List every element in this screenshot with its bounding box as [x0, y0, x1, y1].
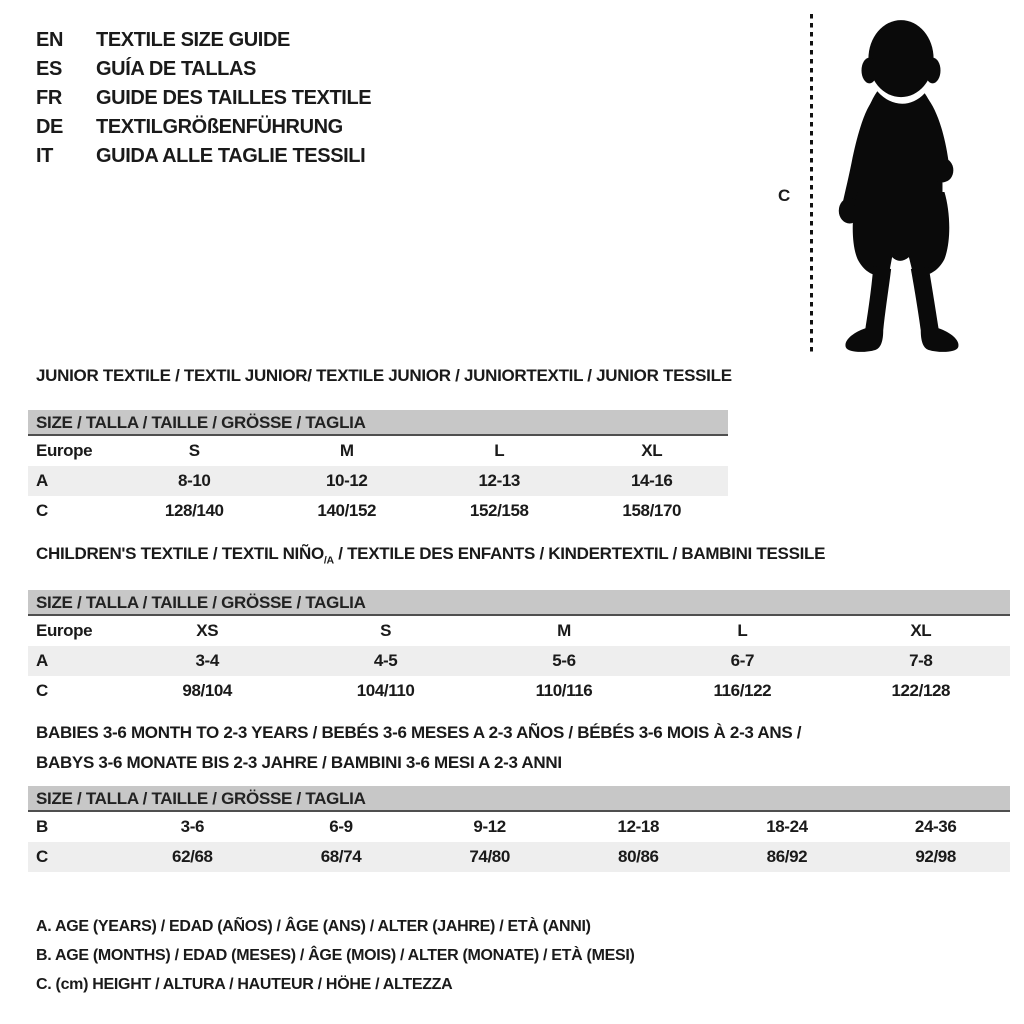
table-cell: XS — [196, 621, 219, 640]
table-cell: 116/122 — [713, 681, 772, 700]
language-code: FR — [36, 87, 62, 109]
babies-size-table — [28, 786, 1010, 872]
table-cell: 3-4 — [118, 646, 296, 676]
table-cell: 80/86 — [564, 842, 713, 872]
heading-text: CHILDREN'S TEXTILE / TEXTIL NIÑO — [36, 544, 324, 563]
language-row — [36, 84, 371, 113]
table-cell: M — [557, 621, 571, 640]
table-cell: 74/80 — [415, 842, 564, 872]
size-header-bar: SIZE / TALLA / TAILLE / GRÖSSE / TAGLIA — [28, 410, 728, 436]
table-cell: 10-12 — [271, 466, 424, 496]
table-cell: XL — [910, 621, 932, 640]
table-row — [28, 466, 728, 496]
table-cell: 9-12 — [473, 817, 506, 836]
table-row — [28, 812, 1010, 842]
language-title-block — [36, 26, 371, 171]
language-row — [36, 142, 371, 171]
table-cell: 4-5 — [296, 646, 474, 676]
row-label: Europe — [36, 621, 93, 640]
section-heading-children — [36, 544, 825, 566]
table-cell: 12-18 — [617, 817, 660, 836]
table-cell: 98/104 — [182, 681, 232, 700]
junior-size-table — [28, 410, 728, 526]
row-label: C — [28, 842, 118, 872]
note-line-a: A. AGE (YEARS) / EDAD (AÑOS) / ÂGE (ANS) / ALTER (JAHRE) / ETÀ (ANNI) — [36, 918, 591, 935]
toddler-silhouette — [822, 12, 980, 362]
language-row — [36, 55, 371, 84]
table-row — [28, 436, 728, 466]
section-heading-babies — [36, 718, 801, 778]
legend-notes — [36, 912, 635, 999]
row-label: C — [36, 681, 48, 700]
table-cell: 110/116 — [535, 681, 593, 700]
table-cell: 3-6 — [180, 817, 205, 836]
table-cell: XL — [641, 441, 663, 460]
children-size-table — [28, 590, 1010, 706]
table-cell: 128/140 — [164, 501, 224, 520]
heading-subscript: /A — [323, 554, 334, 567]
table-cell: 62/68 — [118, 842, 267, 872]
table-row — [28, 616, 1010, 646]
table-cell: L — [494, 441, 505, 460]
language-code: DE — [36, 116, 63, 138]
size-guide-figure — [768, 8, 993, 368]
table-cell: 86/92 — [713, 842, 862, 872]
table-cell: 140/152 — [317, 501, 377, 520]
table-cell: 5-6 — [475, 646, 653, 676]
table-cell: 18-24 — [766, 817, 808, 836]
language-row — [36, 113, 371, 142]
table-row — [28, 842, 1010, 872]
note-line-c: C. (cm) HEIGHT / ALTURA / HAUTEUR / HÖHE / ALTEZZA — [36, 976, 453, 993]
table-cell: 152/158 — [469, 501, 529, 520]
height-dotted-line — [810, 14, 813, 356]
language-title: GUIDA ALLE TAGLIE TESSILI — [96, 145, 366, 167]
table-row — [28, 496, 728, 526]
table-cell: 158/170 — [622, 501, 682, 520]
heading-line-2: BABYS 3-6 MONATE BIS 2-3 JAHRE / BAMBINI 3-6 MESI A 2-3 ANNI — [36, 753, 562, 772]
section-heading-junior: JUNIOR TEXTILE / TEXTIL JUNIOR/ TEXTILE JUNIOR / JUNIORTEXTIL / JUNIOR TESSILE — [36, 366, 732, 385]
table-cell: 8-10 — [118, 466, 271, 496]
table-cell: S — [380, 621, 392, 640]
table-cell: M — [339, 441, 354, 460]
row-label: Europe — [36, 441, 93, 460]
language-code: EN — [36, 29, 63, 51]
height-measure-label: C — [778, 186, 791, 205]
language-code: ES — [36, 58, 62, 80]
language-code: IT — [36, 145, 53, 167]
table-cell: 92/98 — [861, 842, 1010, 872]
table-row — [28, 676, 1010, 706]
table-cell: 6-7 — [653, 646, 831, 676]
table-cell: 68/74 — [267, 842, 416, 872]
table-cell: 122/128 — [891, 681, 951, 700]
table-row — [28, 646, 1010, 676]
table-cell: 104/110 — [356, 681, 415, 700]
language-title: GUÍA DE TALLAS — [96, 58, 256, 80]
language-title: TEXTILGRÖßENFÜHRUNG — [96, 116, 343, 138]
language-title: TEXTILE SIZE GUIDE — [96, 29, 290, 51]
table-cell: S — [188, 441, 200, 460]
size-header-bar: SIZE / TALLA / TAILLE / GRÖSSE / TAGLIA — [28, 786, 1010, 812]
note-line-b: B. AGE (MONTHS) / EDAD (MESES) / ÂGE (MOIS) / ALTER (MONATE) / ETÀ (MESI) — [36, 947, 635, 964]
row-label: C — [36, 501, 48, 520]
row-label: B — [36, 817, 48, 836]
table-cell: 12-13 — [423, 466, 576, 496]
table-cell: 7-8 — [832, 646, 1010, 676]
table-cell: 24-36 — [914, 817, 957, 836]
row-label: A — [28, 466, 118, 496]
table-cell: 14-16 — [576, 466, 729, 496]
language-title: GUIDE DES TAILLES TEXTILE — [96, 87, 372, 109]
table-cell: L — [737, 621, 748, 640]
heading-text: / TEXTILE DES ENFANTS / KINDERTEXTIL / BAMBINI TESSILE — [333, 544, 826, 563]
heading-line-1: BABIES 3-6 MONTH TO 2-3 YEARS / BEBÉS 3-6 MESES A 2-3 AÑOS / BÉBÉS 3-6 MOIS À 2-3 ANS / — [36, 723, 802, 742]
table-cell: 6-9 — [329, 817, 353, 836]
language-row — [36, 26, 371, 55]
row-label: A — [28, 646, 118, 676]
size-header-bar: SIZE / TALLA / TAILLE / GRÖSSE / TAGLIA — [28, 590, 1010, 616]
